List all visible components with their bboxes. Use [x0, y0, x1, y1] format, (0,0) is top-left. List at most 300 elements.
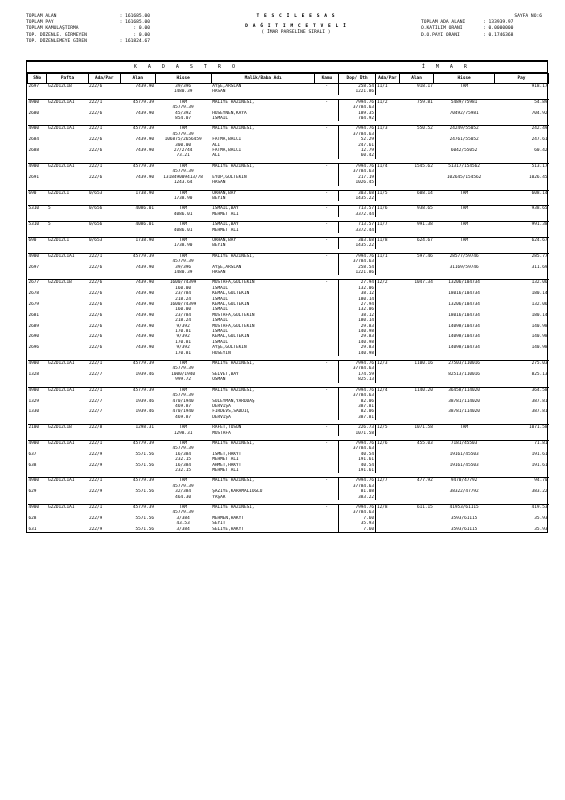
- table-cell: 222/1: [88, 440, 120, 446]
- table-cell: FATMA,BALCI: [212, 148, 242, 154]
- table-cell: 11/6: [376, 206, 400, 212]
- column-header: Ada/Par: [376, 74, 400, 84]
- table-cell: MALİYE HAZİNESİ,: [211, 505, 315, 511]
- table-cell: MALİYE HAZİNESİ,: [211, 361, 315, 367]
- table-cell: 2680: [28, 110, 40, 116]
- table-cell: 35.93: [534, 526, 548, 532]
- table-cell: 7439.90: [135, 334, 155, 340]
- table-cell: 132.06: [531, 302, 548, 307]
- table-cell: 45779.39: [120, 361, 155, 367]
- table-cell: BEYİN: [212, 243, 226, 249]
- table-cell: 14098/104734: [448, 323, 480, 329]
- table-cell: TAM: [434, 206, 495, 212]
- column-header: SNo: [28, 74, 47, 84]
- table-cell: 1738.90: [120, 237, 155, 243]
- table-frame: [26, 60, 548, 533]
- table-cell: 2679: [28, 302, 40, 307]
- column-header: Dop/ Üth: [339, 74, 376, 84]
- table-cell: 242.49: [494, 126, 548, 132]
- table-cell: 759.81: [399, 99, 434, 105]
- column-header: Hisse: [155, 74, 211, 84]
- table-cell: 2678: [28, 291, 40, 297]
- table-cell: 1047.34: [399, 280, 434, 286]
- table-cell: 7.60: [339, 527, 376, 532]
- table-cell: ORHAN,BAY: [211, 190, 315, 196]
- table-cell: 45779.39: [172, 446, 194, 452]
- table-cell: [315, 527, 339, 532]
- table-cell: 18016/104734: [448, 291, 480, 297]
- table-cell: 918.17: [399, 84, 434, 90]
- header-total-label: TOP. DÜZENLEMEYE GİREN: [26, 38, 87, 44]
- table-cell: 825.13: [339, 377, 376, 382]
- table-cell: 1480.39: [173, 269, 193, 275]
- table-cell: 226.73: [339, 425, 376, 431]
- table-cell: 991.38: [399, 222, 434, 228]
- table-cell: [47, 527, 88, 532]
- table-cell: 5: [47, 206, 88, 212]
- table-cell: 0/653: [88, 237, 120, 243]
- table-cell: HASAN: [212, 269, 226, 275]
- table-cell: TAM: [434, 84, 495, 90]
- table-cell: 5571.56: [135, 451, 155, 457]
- table-cell: 40.54: [339, 452, 376, 457]
- table-cell: -: [315, 222, 339, 228]
- table-cell: SELVET,BAY: [212, 371, 239, 377]
- table-cell: G22D12C1A1: [47, 361, 88, 367]
- header-ratio-value: : 133939.97: [483, 20, 514, 26]
- header-ratio-value: : 0.0000000: [483, 26, 514, 32]
- table-cell: 12/3: [376, 361, 400, 367]
- table-cell: 45779.39: [172, 131, 194, 137]
- table-cell: G22D12C1A1: [47, 478, 88, 484]
- table-cell: HÜSEYNEN,KAYA: [212, 110, 247, 116]
- table-cell: KEMAL,GÜLTEKİN: [212, 302, 250, 307]
- table-cell: 991.38: [494, 222, 548, 228]
- table-cell: 222/9: [89, 462, 103, 468]
- header-ratio-label: O.KATILIM ORANI: [421, 26, 463, 32]
- table-cell: TAM: [155, 126, 211, 132]
- table-cell: 82.06: [339, 399, 376, 404]
- table-cell: 2681: [28, 312, 40, 318]
- table-cell: 713.57: [339, 206, 376, 212]
- table-cell: 690: [28, 190, 47, 196]
- table-cell: 825.13: [531, 371, 548, 377]
- table-cell: TAM: [155, 163, 211, 169]
- table-cell: G22D12C1: [47, 190, 88, 196]
- table-cell: 631: [28, 526, 37, 532]
- table-cell: 70492/75981: [449, 110, 479, 116]
- table-cell: 222/1: [88, 253, 120, 259]
- column-header: Alan: [120, 74, 155, 84]
- table-cell: 180.14: [531, 291, 548, 297]
- table-cell: 19161/45503: [449, 451, 479, 457]
- table-cell: 222/6: [89, 137, 103, 143]
- table-cell: 14098/104734: [448, 334, 480, 340]
- table-cell: G22D12C1B: [47, 425, 88, 431]
- table-cell: 2689: [28, 323, 40, 329]
- table-cell: 5: [47, 222, 88, 228]
- table-cell: MUSTAFA: [212, 430, 231, 436]
- table-cell: 477.92: [399, 478, 434, 484]
- table-cell: -: [315, 505, 339, 511]
- table-cell: 37784.63: [339, 132, 376, 137]
- table-cell: 45779.39: [172, 510, 194, 516]
- table-cell: 1939.46: [135, 398, 155, 404]
- table-cell: İSMAİL: [212, 339, 229, 345]
- table-cell: 4086.01: [120, 222, 155, 228]
- table-cell: 1071.58: [399, 425, 434, 431]
- table-cell: 1026.45: [339, 180, 376, 185]
- table-cell: 140.98: [531, 345, 548, 351]
- table-cell: 275.03: [494, 361, 548, 367]
- table-cell: TAM: [155, 237, 211, 243]
- table-cell: 222/6: [88, 280, 120, 286]
- table-cell: MALİYE HAZİNESİ,: [211, 478, 315, 484]
- table-cell: G22D12C1A1: [47, 163, 88, 169]
- table-cell: 16/384: [175, 451, 192, 457]
- table-cell: 45779.39: [120, 126, 155, 132]
- table-cell: 4900: [28, 361, 47, 367]
- table-cell: 45779.39: [120, 440, 155, 446]
- table-cell: İSMAİL,BAY: [211, 222, 315, 228]
- table-cell: 2691: [28, 174, 40, 180]
- table-cell: TAM: [434, 222, 495, 228]
- table-cell: SELİYE,HAKYT: [212, 526, 244, 532]
- table-cell: 1738.90: [173, 195, 193, 201]
- table-cell: 2100: [28, 425, 47, 431]
- document-page: [26, 14, 548, 533]
- table-cell: 45779.39: [120, 387, 155, 393]
- table-cell: 45779.39: [120, 253, 155, 259]
- table-cell: İSMAİL: [212, 318, 229, 324]
- table-cell: 3372.44: [339, 228, 376, 233]
- table-cell: 191.61: [339, 457, 376, 462]
- table-cell: 54.89: [494, 99, 548, 105]
- table-cell: 140.98: [339, 329, 376, 334]
- table-cell: 4900: [28, 126, 47, 132]
- table-cell: -: [315, 126, 339, 132]
- header-total-label: TOP. DÜZENLE. GİRMEYEN: [26, 32, 87, 38]
- table-cell: MALİYE HAZİNESİ,: [211, 387, 315, 393]
- header-total-row: [26, 39, 176, 45]
- table-cell: 222/6: [89, 291, 103, 297]
- table-cell: 2684: [28, 137, 40, 143]
- table-cell: 11/1: [376, 253, 400, 259]
- table-cell: 23/784: [175, 312, 192, 318]
- table-cell: 2688: [28, 148, 40, 154]
- table-cell: 1939.46: [135, 371, 155, 377]
- table-cell: 7994.76: [339, 478, 376, 484]
- table-cell: 1298.31: [120, 425, 155, 431]
- table-cell: 7181/45503: [434, 440, 495, 446]
- table-cell: 222/7: [89, 371, 103, 377]
- table-cell: 35.93: [339, 521, 376, 526]
- table-cell: 918.17: [494, 84, 548, 90]
- header-ratio-value: : 0.1746368: [483, 32, 514, 38]
- table-cell: -: [315, 280, 339, 286]
- table-cell: TAM: [155, 478, 211, 484]
- table-cell: 300.00: [175, 142, 192, 148]
- table-cell: G22D12C1A1: [47, 440, 88, 446]
- table-cell: 24249/55052: [434, 126, 495, 132]
- table-cell: İSMAİL,BAY: [211, 206, 315, 212]
- table-cell: 45779.39: [172, 105, 194, 111]
- table-cell: 12.79: [339, 148, 376, 153]
- table-cell: HASAN: [212, 89, 226, 95]
- table-cell: 45779.39: [120, 99, 155, 105]
- column-header: Pay: [494, 74, 548, 84]
- table-cell: 364.58: [494, 387, 548, 393]
- table-cell: 597.46: [399, 253, 434, 259]
- table-cell: 303.68: [339, 237, 376, 243]
- table-cell: 11/5: [376, 190, 400, 196]
- table-cell: 1328: [28, 371, 40, 377]
- table-cell: 1026.45: [528, 174, 548, 180]
- table-cell: 9/392: [176, 345, 190, 351]
- table-cell: 0/656: [88, 206, 120, 212]
- table-cell: İSMAİL: [212, 296, 229, 302]
- table-cell: 45/392: [175, 110, 192, 116]
- table-cell: 7994.76: [339, 163, 376, 169]
- header-total-value: : 0.00: [133, 32, 150, 38]
- table-cell: 247.61: [339, 143, 376, 148]
- table-cell: 1600/74399: [155, 280, 211, 286]
- column-header: Hisse: [434, 74, 495, 84]
- table-cell: 27/2744: [173, 148, 193, 154]
- table-cell: 3372.44: [339, 212, 376, 217]
- table-cell: 5571.56: [135, 462, 155, 468]
- table-cell: 7994.76: [339, 361, 376, 367]
- table-cell: -: [315, 190, 339, 196]
- table-cell: 7439.90: [120, 280, 155, 286]
- table-cell: 7439.90: [135, 264, 155, 270]
- table-cell: 12/8: [376, 505, 400, 511]
- table-cell: 23/784: [175, 291, 192, 297]
- table-cell: 37784.63: [339, 259, 376, 264]
- table-cell: 7439.90: [135, 291, 155, 297]
- table-cell: 60.42: [534, 148, 548, 154]
- table-cell: TAM: [155, 425, 211, 431]
- table-cell: 1071.58: [494, 425, 548, 431]
- document-header: [26, 14, 548, 60]
- table-cell: 387.81: [531, 398, 548, 404]
- table-cell: 140.98: [339, 340, 376, 345]
- table-cell: 222/1: [88, 163, 120, 169]
- table-cell: 27.94: [339, 302, 376, 307]
- table-cell: 7439.90: [135, 137, 155, 143]
- table-cell: 40.54: [339, 463, 376, 468]
- table-cell: 2690: [28, 334, 40, 340]
- table-cell: 1329: [28, 398, 40, 404]
- table-cell: 14098/104734: [448, 345, 480, 351]
- table-cell: 11/7: [376, 222, 400, 228]
- table-cell: 2697: [28, 264, 40, 270]
- table-cell: 29.83: [339, 334, 376, 339]
- header-total-label: TOPLAM KAMULAŞTIRMA: [26, 26, 79, 32]
- table-cell: 7994.76: [339, 440, 376, 446]
- table-cell: 1221.86: [339, 89, 376, 94]
- table-cell: 628: [28, 515, 37, 521]
- table-cell: TAM: [155, 253, 211, 259]
- table-cell: 45779.39: [172, 393, 194, 399]
- section-titles: [27, 61, 547, 73]
- table-cell: 1071.58: [339, 431, 376, 436]
- table-cell: -: [315, 84, 339, 90]
- table-cell: 4086.01: [120, 206, 155, 212]
- table-cell: TAM: [155, 222, 211, 228]
- table-cell: 11/2: [376, 99, 400, 105]
- table-cell: 222/1: [88, 99, 120, 105]
- table-cell: 7439.90: [135, 302, 155, 307]
- table-cell: 19161/45503: [449, 462, 479, 468]
- table-cell: 140.98: [339, 351, 376, 356]
- header-ratios: [421, 20, 548, 39]
- table-cell: 1435.22: [339, 243, 376, 248]
- table-row: [28, 527, 549, 532]
- table-cell: 7994.76: [339, 126, 376, 132]
- table-cell: 704.92: [531, 110, 548, 116]
- table-cell: MEHMET ALİ: [212, 467, 239, 473]
- table-cell: 189.35: [339, 111, 376, 116]
- table-cell: 1480.39: [173, 89, 193, 95]
- table-cell: 7.60: [339, 516, 376, 521]
- table-cell: 4900: [28, 99, 47, 105]
- table-cell: 222/7: [89, 409, 103, 415]
- table-cell: MUSTAFA,GÜLTEKİN: [212, 323, 255, 329]
- table-cell: 222/7: [89, 398, 103, 404]
- table-cell: 38.12: [339, 313, 376, 318]
- header-totals: [26, 14, 176, 45]
- table-cell: SEYİT: [212, 521, 226, 527]
- table-cell: G22D12C1B: [47, 280, 88, 286]
- table-cell: 4900: [28, 478, 47, 484]
- table-cell: 51317/154562: [434, 163, 495, 169]
- table-cell: -: [315, 478, 339, 484]
- table-cell: İSMET,HAKYT: [212, 451, 242, 457]
- table-cell: 608.14: [494, 190, 548, 196]
- table-cell: 1330: [28, 409, 40, 415]
- column-header: Kamu: [315, 74, 339, 84]
- table-cell: 4900: [28, 253, 47, 259]
- table-cell: 140.98: [531, 323, 548, 329]
- table-cell: 41953/61115: [434, 505, 495, 511]
- column-header: Alan: [399, 74, 434, 84]
- table-cell: TAM: [155, 387, 211, 393]
- table-cell: 7439.90: [135, 148, 155, 154]
- table-cell: 222/6: [89, 312, 103, 318]
- section-imar: İ M A R: [421, 64, 471, 70]
- table-cell: 232.15: [175, 457, 192, 463]
- table-cell: 222/8: [88, 425, 120, 431]
- table-cell: MUSTAFA,GÜLTEKİN: [212, 312, 255, 318]
- table-cell: 12/4: [376, 387, 400, 393]
- table-cell: 170.81: [175, 350, 192, 356]
- table-cell: 132.06: [339, 307, 376, 312]
- table-cell: 550.52: [399, 126, 434, 132]
- table-cell: 82.06: [339, 409, 376, 414]
- table-cell: 4900: [28, 163, 47, 169]
- table-cell: 52.29: [339, 137, 376, 142]
- table-cell: İSMAİL: [212, 307, 229, 313]
- table-cell: 12/7: [376, 478, 400, 484]
- table-cell: FİRDEVS,SADDIÇ: [212, 409, 250, 415]
- table-cell: 45779.39: [120, 505, 155, 511]
- table-cell: 629: [28, 489, 37, 495]
- table-cell: 1600/74399: [169, 302, 197, 307]
- table-cell: TAM: [155, 99, 211, 105]
- table-cell: 611.15: [399, 505, 434, 511]
- table-cell: 39/396: [175, 264, 192, 270]
- table-cell: 3/384: [176, 526, 190, 532]
- table-cell: 37784.63: [339, 105, 376, 110]
- table-cell: 13206/104734: [434, 280, 495, 286]
- table-cell: 704.92: [339, 116, 376, 121]
- table-cell: 1000/1940: [171, 371, 196, 377]
- table-cell: TAM: [155, 190, 211, 196]
- table-cell: 222/9: [89, 489, 103, 495]
- table-cell: G22D12C1A1: [47, 99, 88, 105]
- table-cell: HÜSEYİN: [212, 350, 231, 356]
- column-header: Pafta: [47, 74, 88, 84]
- table-cell: 1738.90: [120, 190, 155, 196]
- table-cell: 16/384: [175, 462, 192, 468]
- table-cell: 938.65: [494, 206, 548, 212]
- table-cell: SÜLEYMAN,YARDDAŞ: [212, 398, 255, 404]
- table-cell: G22D12C1A1: [47, 505, 88, 511]
- table-cell: YAŞAR: [212, 494, 226, 500]
- table-cell: 7994.76: [339, 505, 376, 511]
- table-cell: 222/1: [88, 478, 120, 484]
- table-cell: FATMA,BALCI: [212, 137, 242, 143]
- table-cell: 1221.86: [339, 270, 376, 275]
- table-cell: 45779.39: [172, 483, 194, 489]
- table-cell: 1100.16: [399, 361, 434, 367]
- table-cell: -: [315, 163, 339, 169]
- header-total-value: : 0.00: [133, 26, 150, 32]
- table-cell: 3593/61115: [450, 515, 478, 521]
- table-cell: TAM: [155, 505, 211, 511]
- table-cell: 7439.90: [135, 110, 155, 116]
- table-cell: 1738.90: [173, 243, 193, 249]
- table-cell: 4900: [28, 440, 47, 446]
- table-cell: 222/1: [88, 126, 120, 132]
- table-cell: 131849009413/78: [163, 174, 203, 180]
- table-cell: 82513/110016: [448, 371, 480, 377]
- table-cell: 37784.63: [339, 446, 376, 451]
- table-cell: 9/392: [176, 334, 190, 340]
- table-cell: 222/9: [89, 451, 103, 457]
- table-cell: G22D12C1A1: [47, 126, 88, 132]
- table-cell: 1298.31: [173, 430, 193, 436]
- table-cell: 29.83: [339, 324, 376, 329]
- table-cell: 1243.64: [173, 180, 193, 186]
- table-cell: BEYİN: [212, 195, 226, 201]
- table-cell: MALİYE HAZİNESİ,: [211, 163, 315, 169]
- table-cell: 170.81: [175, 339, 192, 345]
- table-cell: ŞAZİYE,KARAMALİOĞLU: [212, 489, 263, 495]
- table-cell: 7439.90: [135, 323, 155, 329]
- table-cell: 222/6: [89, 323, 103, 329]
- table-cell: 132.06: [339, 286, 376, 291]
- table-cell: 383.22: [531, 489, 548, 495]
- table-cell: 5310: [28, 222, 47, 228]
- table-cell: DERVİŞA: [212, 403, 231, 409]
- table-cell: 218.24: [175, 296, 192, 302]
- table-cell: 32/384: [175, 489, 192, 495]
- table-cell: 28577/59746: [434, 253, 495, 259]
- table-cell: G22D12C1: [47, 237, 88, 243]
- table-cell: 4900: [28, 505, 47, 511]
